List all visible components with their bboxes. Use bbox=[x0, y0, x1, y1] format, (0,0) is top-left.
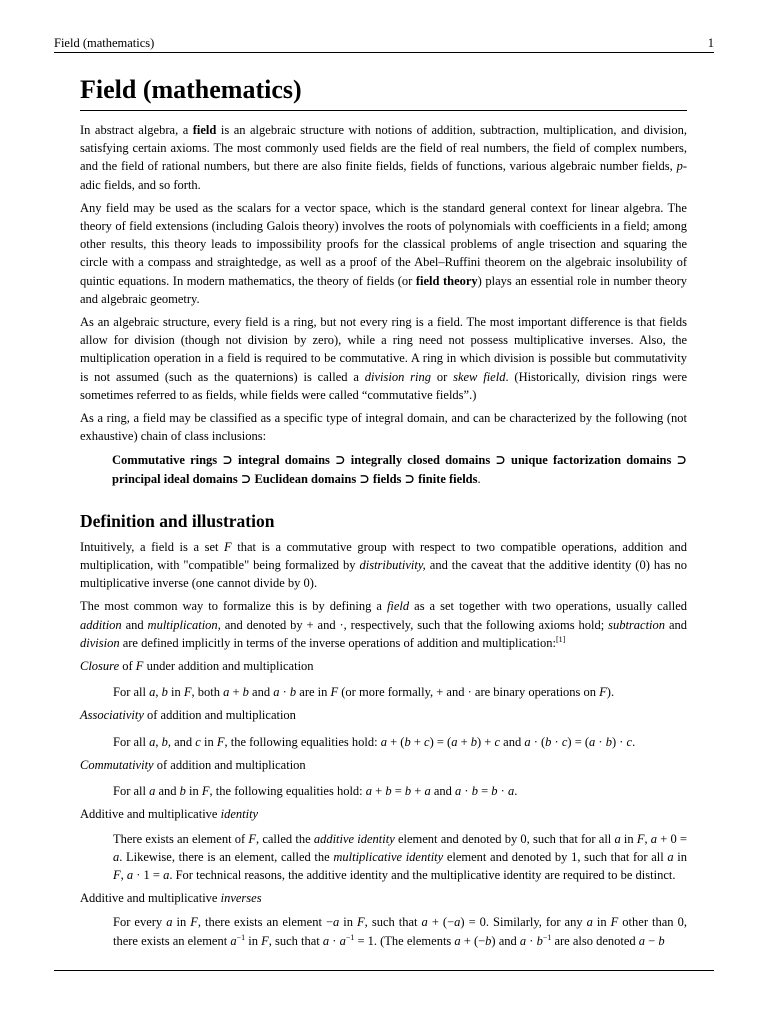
axiom-term: Commutativity of addition and multiplication bbox=[80, 757, 306, 772]
page-number: 1 bbox=[707, 36, 714, 50]
axiom-term: Associativity of addition and multiplication bbox=[80, 708, 296, 723]
class-inclusion-chain: Commutative rings ⊃ integral domains ⊃ integrally closed domains ⊃ unique factorization domains ⊃ principal ideal domains ⊃ Euclidean domains ⊃ fields ⊃ finite fields. bbox=[112, 453, 687, 486]
definition-paragraph-1: Intuitively, a field is a set F that is a commutative group with respect to two compatible operations, addition and multiplication, with "compatible" being formalized by distributivity, and the caveat that the additive identity (0) has no multiplicative inverse (one cannot divide by 0). bbox=[80, 539, 687, 591]
article-body bbox=[80, 74, 687, 950]
definition-paragraph-2: The most common way to formalize this is by defining a field as a set together with two operations, usually called addition and multiplication, and denoted by + and ·, respectively, such that the following axioms hold; subtraction and division are defined implicitly in terms of the inverse operations of addition and multiplication:[1] bbox=[80, 599, 687, 650]
axiom-body: For all a and b in F, the following equalities hold: a + b = b + a and a · b = b · a. bbox=[113, 784, 518, 799]
footer-rule bbox=[54, 970, 714, 971]
axiom-list bbox=[80, 657, 687, 950]
section-heading-definition: Definition and illustration bbox=[80, 510, 275, 531]
vector-space-paragraph: Any field may be used as the scalars for a vector space, which is the standard general context for linear algebra. The theory of field extensions (including Galois theory) involves the roots of polynomials with coefficients in a field; among other results, this theory leads to impossibility proofs for the classical problems of angle trisection and squaring the circle with a compass and straightedge, as well as a proof of the Abel–Ruffini theorem on the algebraic insolubility of quintic equations. In modern mathematics, the theory of fields (or field theory) plays an essential role in number theory and algebraic geometry. bbox=[80, 200, 687, 306]
axiom-body: For all a, b, and c in F, the following equalities hold: a + (b + c) = (a + b) + c and a · (b · c) = (a · b) · c. bbox=[113, 734, 636, 749]
running-header bbox=[54, 34, 714, 53]
axiom-body: For all a, b in F, both a + b and a · b are in F (or more formally, + and · are binary operations on F). bbox=[113, 685, 615, 700]
page-title: Field (mathematics) bbox=[80, 74, 687, 111]
integral-domain-paragraph: As a ring, a field may be classified as a specific type of integral domain, and can be characterized by the following (not exhaustive) chain of class inclusions: bbox=[80, 411, 687, 444]
axiom-term: Additive and multiplicative identity bbox=[80, 807, 259, 822]
axiom-term: Additive and multiplicative inverses bbox=[80, 891, 262, 906]
axiom-term: Closure of F under addition and multiplication bbox=[80, 659, 314, 674]
axiom-body: There exists an element of F, called the additive identity element and denoted by 0, such that for all a in F, a + 0 = a. Likewise, there is an element, called the multiplicative identity element and denoted by 1, such that for all a in F, a · 1 = a. For technical reasons, the additive identity and the multiplicative identity are required to be distinct. bbox=[113, 831, 687, 882]
running-title: Field (mathematics) bbox=[54, 36, 155, 50]
axiom-body: For every a in F, there exists an element −a in F, such that a + (−a) = 0. Similarly, for any a in F other than 0, there exists an element $a^{-1}$ in F, such that $a \cdot a^{-1} = 1$. (The elements a + (−b) and $a \cdot b^{-1}$ are also denoted a − b bbox=[113, 915, 687, 948]
ring-paragraph: As an algebraic structure, every field is a ring, but not every ring is a field. The most important difference is that fields allow for division (though not division by zero), while a ring need not possess multiplicative inverses. Also, the multiplication operation in a field is required to be commutative. A ring in which division is possible but commutativity is not assumed (such as the quaternions) is called a division ring or skew field. (Historically, division rings were sometimes referred to as fields, while fields were called “commutative fields”.) bbox=[80, 315, 687, 402]
intro-paragraph: In abstract algebra, a field is an algebraic structure with notions of addition, subtraction, multiplication, and division, satisfying certain axioms. The most commonly used fields are the field of real numbers, the field of complex numbers, and the field of rational numbers, but there are also finite fields, fields of functions, various algebraic number fields, p-adic fields, and so forth. bbox=[80, 123, 687, 192]
